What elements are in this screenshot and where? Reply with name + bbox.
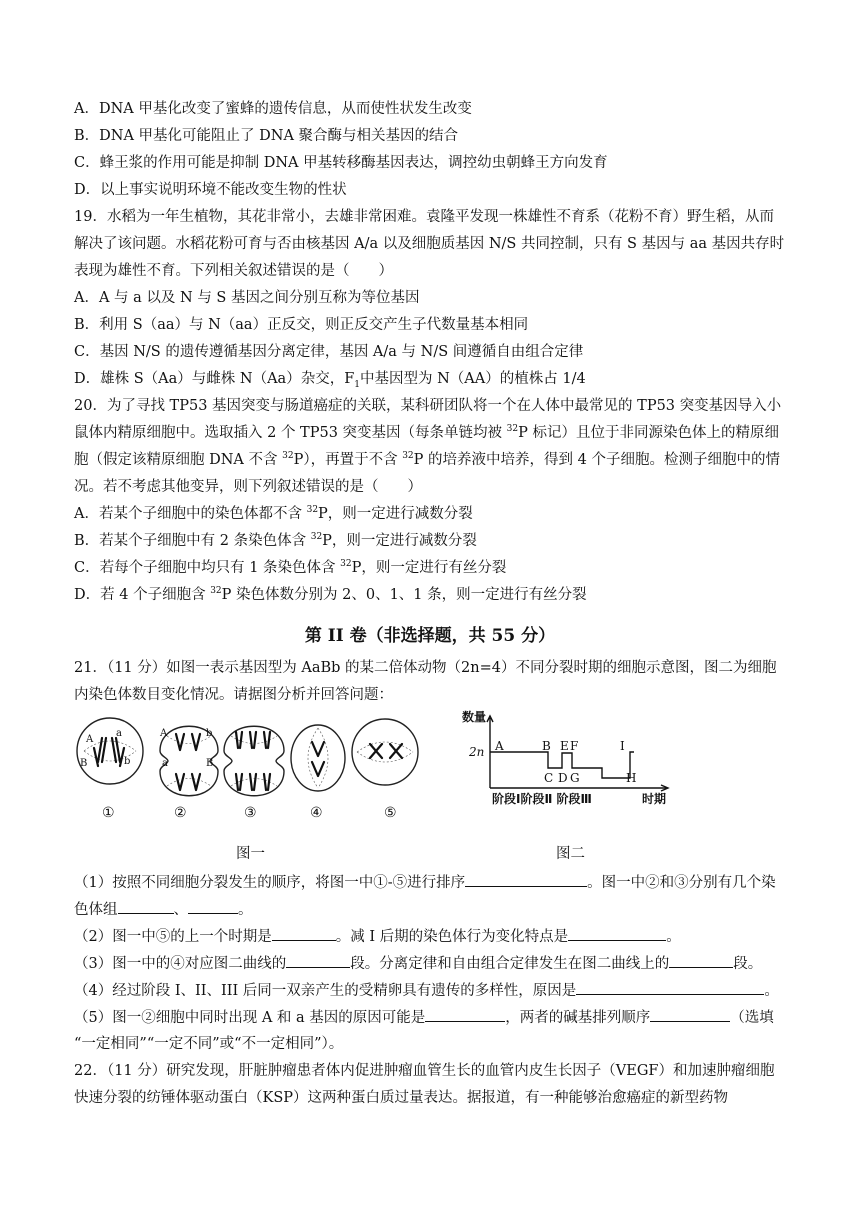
point-B: B — [542, 739, 551, 753]
q22-stem-line-1: 22．（11 分）研究发现，肝脏肿瘤患者体内促进肿瘤血管生长的血管内皮生长因子（VEGF）和加速肿瘤细胞 — [74, 1063, 775, 1079]
answer-blank[interactable] — [425, 1007, 505, 1022]
answer-blank[interactable] — [650, 1007, 730, 1022]
point-F: F — [570, 739, 579, 753]
answer-blank[interactable] — [465, 872, 587, 887]
fig2-ytick: 2n — [469, 745, 485, 759]
point-G: G — [570, 771, 580, 785]
svg-text:a: a — [162, 758, 168, 769]
fig2-stages: 阶段Ⅰ阶段Ⅱ 阶段Ⅲ — [492, 792, 592, 806]
q21-part-5-line-2: “一定相同”“一定不同”或“不一定相同”）。 — [74, 1036, 344, 1052]
point-D: D — [558, 771, 568, 785]
answer-blank[interactable] — [568, 926, 666, 941]
q21-part-2: （2）图一中⑤的上一个时期是 。减 I 后期的染色体行为变化特点是 。 — [74, 926, 794, 947]
cell-label-1: ① — [102, 805, 115, 821]
answer-blank[interactable] — [669, 953, 733, 968]
q18-option-b: B．DNA 甲基化可能阻止了 DNA 聚合酶与相关基因的结合 — [74, 128, 459, 144]
q20-option-b: B．若某个子细胞中有 2 条染色体含 $^{32}$P，则一定进行减数分裂 — [74, 532, 477, 549]
q19-stem-line-2: 解决了该问题。水稻花粉可育与否由核基因 A/a 以及细胞质基因 N/S 共同控制，只有 S 基因与 aa 基因共存时 — [74, 236, 785, 252]
q21-part-5-line-1: （5）图一②细胞中同时出现 A 和 a 基因的原因可能是 ，两者的碱基排列顺序 （选填 — [74, 1007, 794, 1028]
answer-blank[interactable] — [576, 980, 764, 995]
point-E: E — [560, 739, 569, 753]
svg-text:A: A — [160, 728, 168, 739]
svg-text:a: a — [116, 728, 122, 739]
svg-text:b: b — [124, 756, 131, 767]
svg-text:B: B — [206, 758, 214, 769]
point-C: C — [544, 771, 554, 785]
q18-option-c: C．蜂王浆的作用可能是抑制 DNA 甲基转移酶基因表达，调控幼虫朝蜂王方向发育 — [74, 155, 608, 171]
q19-stem-line-1: 19．水稻为一年生植物，其花非常小，去雄非常困难。袁隆平发现一株雄性不育系（花粉不育）野生稻，从而 — [74, 209, 774, 225]
cell-label-5: ⑤ — [384, 805, 397, 821]
q19-option-b: B．利用 S（aa）与 N（aa）正反交，则正反交产生子代数量基本相同 — [74, 317, 529, 333]
figure-2-chart — [462, 706, 692, 816]
q18-option-a: A．DNA 甲基化改变了蜜蜂的遗传信息，从而使性状发生改变 — [74, 101, 472, 117]
q21-part-4: （4）经过阶段 I、II、III 后同一双亲产生的受精卵具有遗传的多样性，原因是 。 — [74, 980, 794, 1001]
cell-label-2: ② — [174, 805, 187, 821]
cell-label-4: ④ — [310, 805, 323, 821]
svg-text:A: A — [86, 734, 94, 745]
figure-2-caption: 图二 — [556, 846, 585, 862]
answer-blank[interactable] — [286, 953, 350, 968]
section-title: 第 II 卷（非选择题，共 55 分） — [304, 626, 556, 646]
answer-blank[interactable] — [272, 926, 336, 941]
q20-stem-line-3: 胞（假定该精原细胞 DNA 不含 $^{32}$P），再置于不含 $^{32}$P 的培养液中培养，得到 4 个子细胞。检测子细胞中的情 — [74, 451, 780, 468]
q20-option-a: A．若某个子细胞中的染色体都不含 $^{32}$P，则一定进行减数分裂 — [74, 505, 473, 522]
svg-text:B: B — [80, 758, 88, 769]
q19-option-c: C．基因 N/S 的遗传遵循基因分离定律，基因 A/a 与 N/S 间遵循自由组合定律 — [74, 344, 584, 360]
cell-label-3: ③ — [244, 805, 257, 821]
q21-part-3: （3）图一中的④对应图二曲线的 段。分离定律和自由组合定律发生在图二曲线上的 段。 — [74, 953, 794, 974]
q20-stem-line-1: 20．为了寻找 TP53 基因突变与肠道癌症的关联，某科研团队将一个在人体中最常见的 TP53 突变基因导入小 — [74, 398, 782, 414]
q21-part-1-line-1: （1）按照不同细胞分裂发生的顺序，将图一中①-⑤进行排序 。图一中②和③分别有几个染 — [74, 872, 794, 893]
q21-stem-line-2: 内染色体数目变化情况。请据图分析并回答问题： — [74, 687, 393, 703]
q20-option-c: C．若每个子细胞中均只有 1 条染色体含 $^{32}$P，则一定进行有丝分裂 — [74, 559, 507, 576]
svg-text:b: b — [206, 728, 213, 739]
point-I: I — [620, 739, 625, 753]
cell-5 — [352, 719, 418, 785]
q20-stem-line-4: 况。若不考虑其他变异，则下列叙述错误的是（ ） — [74, 479, 422, 495]
q18-option-d: D．以上事实说明环境不能改变生物的性状 — [74, 182, 347, 198]
cell-4 — [291, 725, 345, 791]
q19-stem-line-3: 表现为雄性不育。下列相关叙述错误的是（ ） — [74, 263, 393, 279]
q19-option-d: D．雄株 S（Aa）与雌株 N（Aa）杂交，$F_1$中基因型为 N（AA）的植株占 1/4 — [74, 371, 586, 390]
answer-blank[interactable] — [118, 899, 174, 914]
q20-stem-line-2: 鼠体内精原细胞中。选取插入 2 个 TP53 突变基因（每条单链均被 $^{32}$P 标记）且位于非同源染色体上的精原细 — [74, 424, 779, 441]
q20-option-d: D．若 4 个子细胞含 $^{32}$P 染色体数分别为 2、0、1、1 条，则一定进行有丝分裂 — [74, 586, 587, 603]
point-A: A — [495, 739, 504, 753]
point-H: H — [626, 771, 637, 785]
q19-option-a: A．A 与 a 以及 N 与 S 基因之间分别互称为等位基因 — [74, 290, 420, 306]
cell-1 — [77, 718, 143, 784]
figure-1-caption: 图一 — [236, 846, 265, 862]
answer-blank[interactable] — [188, 899, 238, 914]
q21-stem-line-1: 21．（11 分）如图一表示基因型为 AaBb 的某二倍体动物（2n=4）不同分裂时期的细胞示意图，图二为细胞 — [74, 660, 777, 676]
q21-part-1-line-2: 色体组 、 。 — [74, 899, 794, 920]
fig2-ylabel: 数量 — [462, 710, 487, 724]
q22-stem-line-2: 快速分裂的纺锤体驱动蛋白（KSP）这两种蛋白质过量表达。据报道，有一种能够治愈癌症的新型药物 — [74, 1090, 729, 1106]
fig2-xlabel: 时期 — [642, 792, 667, 806]
